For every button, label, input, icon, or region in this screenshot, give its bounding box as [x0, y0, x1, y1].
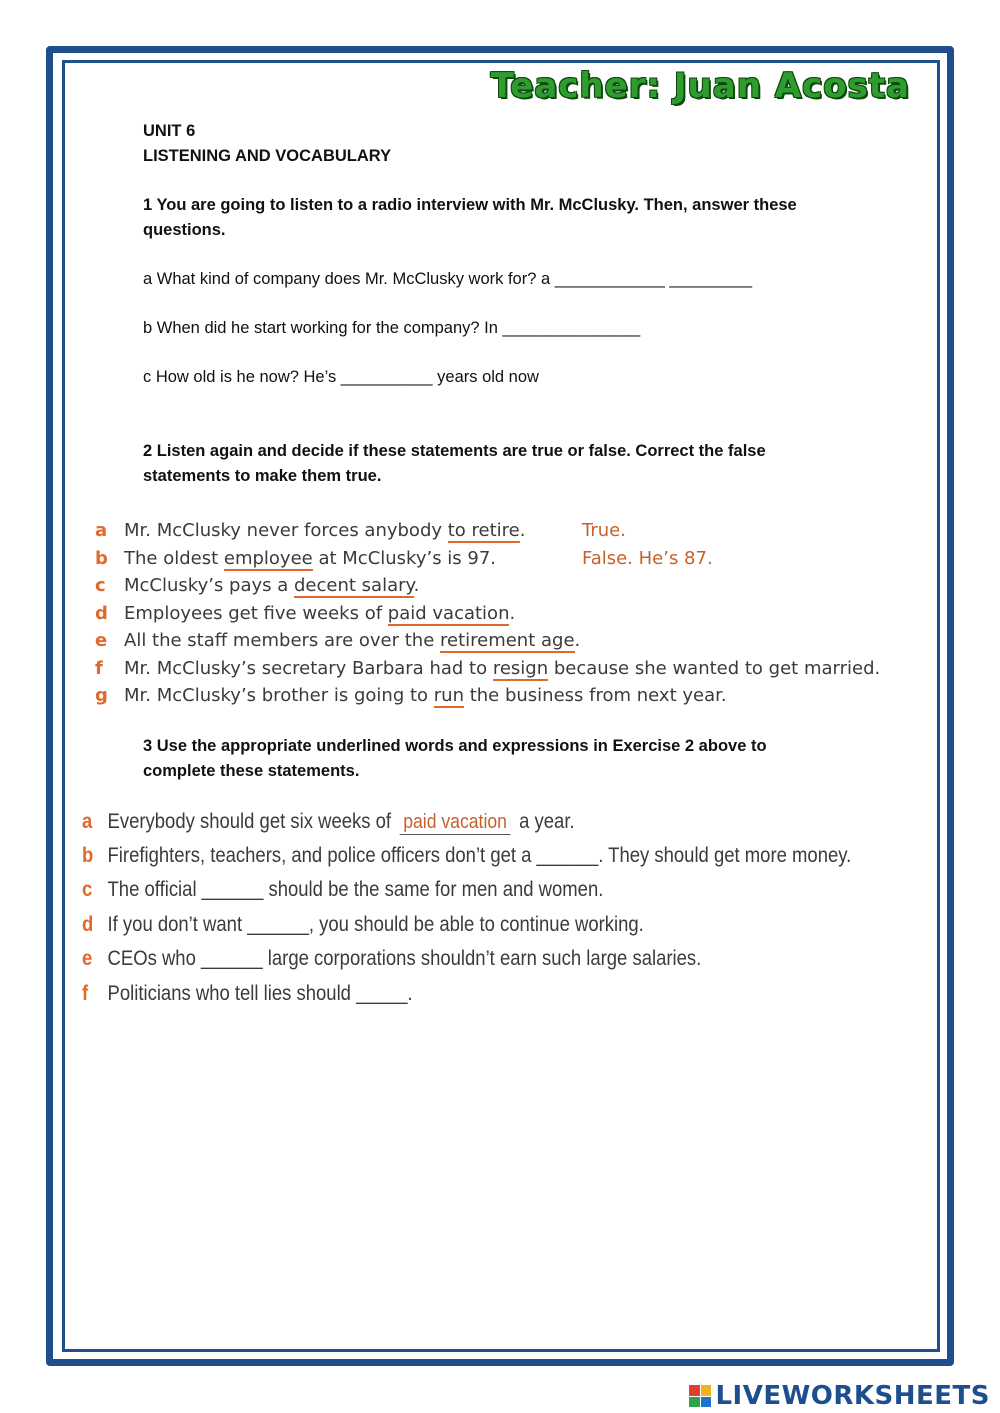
- section-title: LISTENING AND VOCABULARY: [143, 147, 392, 165]
- statement-text-end: because she wanted to get married.: [548, 658, 881, 679]
- ex1-question-b: b When did he start working for the company? In _______________: [143, 319, 641, 337]
- ex3-statement-e: [82, 947, 701, 971]
- statement-text: Firefighters, teachers, and police officers don’t get a ______. They should get more money.: [107, 844, 852, 867]
- ex2-instruction-line1: 2 Listen again and decide if these statements are true or false. Correct the false: [143, 442, 766, 460]
- item-letter: d: [95, 603, 108, 624]
- ex3-statement-d: [82, 913, 644, 937]
- ex2-answer-a[interactable]: True.: [582, 520, 626, 541]
- ex3-statement-f: [82, 982, 413, 1006]
- statement-text-end: .: [519, 520, 526, 541]
- item-letter: e: [95, 630, 108, 651]
- underlined-word: decent salary: [294, 575, 414, 596]
- item-letter: c: [95, 575, 106, 596]
- ex2-answer-b[interactable]: False. He’s 87.: [582, 548, 713, 569]
- ex3-statement-c: [82, 878, 603, 902]
- ex2-statement-f: [95, 658, 880, 679]
- statement-text: If you don’t want ______, you should be able to continue working.: [107, 913, 644, 936]
- item-letter: b: [82, 844, 94, 867]
- ex2-instruction-line2: statements to make them true.: [143, 467, 382, 485]
- liveworksheets-logo-icon: [689, 1385, 711, 1407]
- statement-text: Politicians who tell lies should _____.: [107, 982, 413, 1005]
- statement-text: The oldest: [124, 548, 224, 569]
- ex2-statement-e: [95, 630, 580, 651]
- ex1-instruction-line2: questions.: [143, 221, 226, 239]
- teacher-name: Teacher: Juan Acosta: [490, 66, 910, 106]
- ex1-question-a: a What kind of company does Mr. McClusky work for? a ____________ _________: [143, 270, 753, 288]
- ex2-statement-b: [95, 548, 496, 569]
- item-letter: g: [95, 685, 108, 706]
- statement-text: Everybody should get six weeks of: [107, 810, 397, 833]
- ex3-statement-a: [82, 810, 575, 835]
- statement-text-end: .: [574, 630, 581, 651]
- liveworksheets-logo-text: LIVEWORKSHEETS: [715, 1381, 990, 1411]
- answer-blank-filled[interactable]: paid vacation: [400, 811, 511, 835]
- statement-text: Mr. McClusky’s brother is going to: [124, 685, 434, 706]
- item-letter: a: [82, 810, 93, 833]
- ex3-instruction-line1: 3 Use the appropriate underlined words and expressions in Exercise 2 above to: [143, 737, 767, 755]
- statement-text-end: .: [413, 575, 420, 596]
- ex3-instruction-line2: complete these statements.: [143, 762, 360, 780]
- liveworksheets-logo: [689, 1381, 990, 1411]
- statement-text: All the staff members are over the: [124, 630, 440, 651]
- ex1-question-c: c How old is he now? He’s __________ years old now: [143, 368, 539, 386]
- item-letter: b: [95, 548, 108, 569]
- statement-text: Mr. McClusky never forces anybody: [124, 520, 448, 541]
- ex1-instruction: [143, 193, 863, 243]
- item-letter: a: [95, 520, 108, 541]
- item-letter: c: [82, 878, 93, 901]
- underlined-word: employee: [223, 548, 313, 569]
- underlined-word: to retire: [447, 520, 520, 541]
- item-letter: e: [82, 947, 93, 970]
- item-letter: d: [82, 913, 94, 936]
- ex1-instruction-line1: 1 You are going to listen to a radio interview with Mr. McClusky. Then, answer these: [143, 196, 797, 214]
- unit-title: UNIT 6: [143, 122, 196, 140]
- statement-text: CEOs who ______ large corporations shouldn’t earn such large salaries.: [107, 947, 702, 970]
- statement-text-end: .: [509, 603, 516, 624]
- statement-text-end: at McClusky’s is 97.: [312, 548, 497, 569]
- statement-text: Employees get five weeks of: [124, 603, 388, 624]
- underlined-word: paid vacation: [387, 603, 510, 624]
- statement-text: Mr. McClusky’s secretary Barbara had to: [124, 658, 493, 679]
- underlined-word: run: [433, 685, 464, 706]
- ex2-statement-g: [95, 685, 727, 706]
- statement-text-end: a year.: [513, 810, 575, 833]
- underlined-word: retirement age: [439, 630, 575, 651]
- item-letter: f: [95, 658, 103, 679]
- ex3-instruction: [143, 734, 863, 784]
- statement-text-end: the business from next year.: [463, 685, 727, 706]
- ex2-statement-d: [95, 603, 515, 624]
- page-border-inner: [62, 60, 940, 1352]
- ex2-statement-a: [95, 520, 526, 541]
- ex3-statement-b: [82, 844, 851, 868]
- statement-text: The official ______ should be the same for men and women.: [107, 878, 604, 901]
- unit-heading: [143, 119, 863, 169]
- ex2-instruction: [143, 439, 863, 489]
- statement-text: McClusky’s pays a: [124, 575, 294, 596]
- ex2-statement-c: [95, 575, 419, 596]
- underlined-word: resign: [492, 658, 549, 679]
- item-letter: f: [82, 982, 89, 1005]
